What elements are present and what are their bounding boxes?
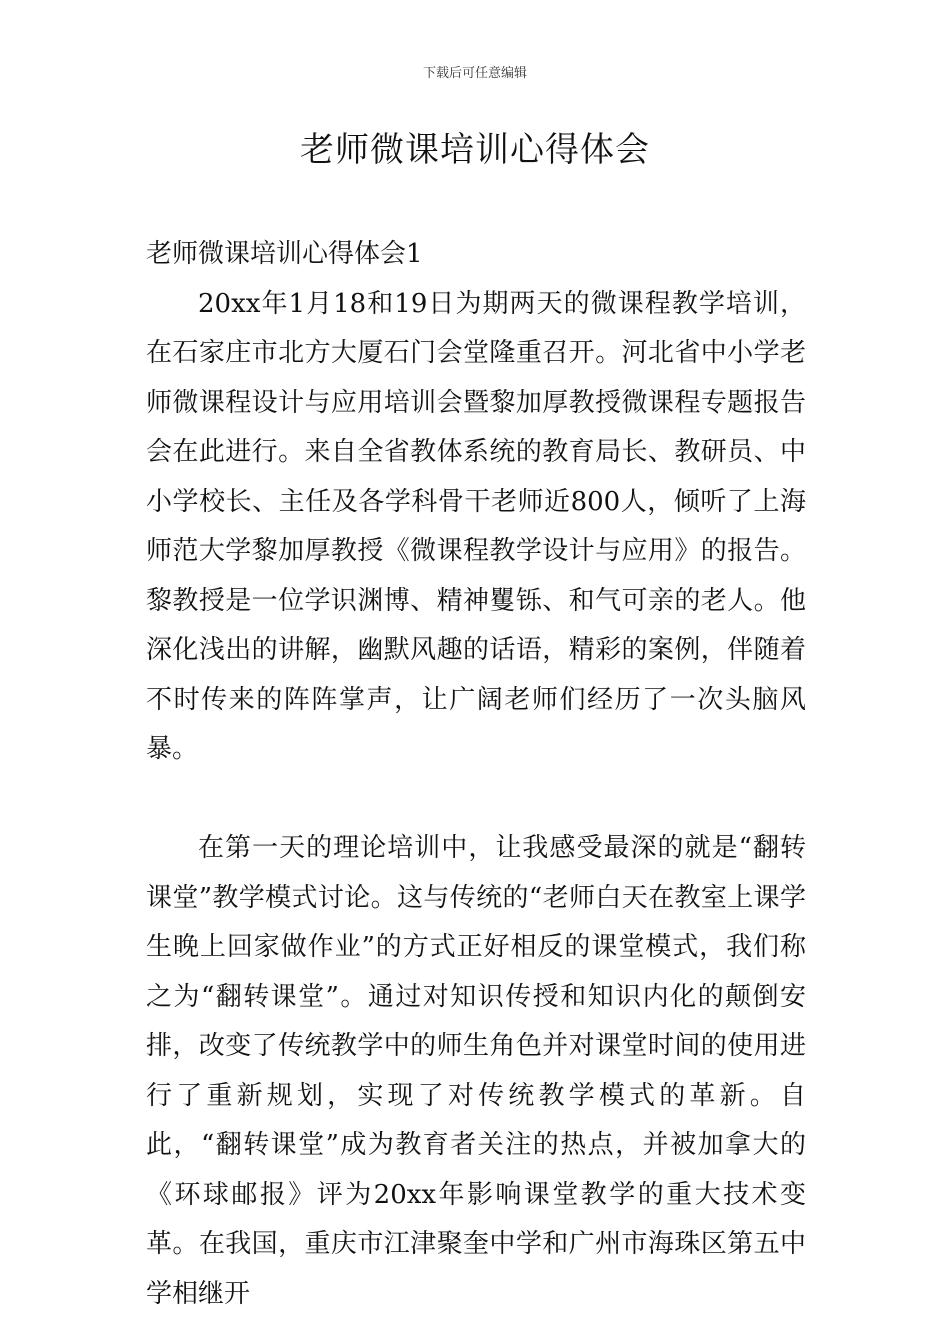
section-heading: 老师微课培训心得体会1 [146, 239, 423, 269]
header-note: 下载后可任意编辑 [422, 66, 527, 81]
paragraph-2: 在第一天的理论培训中，让我感受最深的就是“翻转课堂”教学模式讨论。这与传统的“老师白天在教室上课学生晚上回家做作业”的方式正好相反的课堂模式，我们称之为“翻转课堂”。通过对知识传授和知识内化的颠倒安排，改变了传统教学中的师生角色并对课堂时间的使用进行了重新规划，实现了对传统教学模式的革新。自此，“翻转课堂”成为教育者关注的热点，并被加拿大的《环球邮报》评为20xx年影响课堂教学的重大技术变革。在我国，重庆市江津聚奎中学和广州市海珠区第五中学相继开 [146, 833, 806, 1309]
document-title: 老师微课培训心得体会 [300, 130, 650, 170]
document-body [146, 230, 806, 1319]
paragraph-spacer [146, 775, 806, 825]
paragraph-1: 20xx年1月18和19日为期两天的微课程教学培训，在石家庄市北方大厦石门会堂隆重召开。河北省中小学老师微课程设计与应用培训会暨黎加厚教授微课程专题报告会在此进行。来自全省教体系统的教育局长、教研员、中小学校长、主任及各学科骨干老师近800人，倾听了上海师范大学黎加厚教授《微课程教学设计与应用》的报告。黎教授是一位学识渊博、精神矍铄、和气可亲的老人。他深化浅出的讲解，幽默风趣的话语，精彩的案例，伴随着不时传来的阵阵掌声，让广阔老师们经历了一次头脑风暴。 [146, 288, 806, 764]
